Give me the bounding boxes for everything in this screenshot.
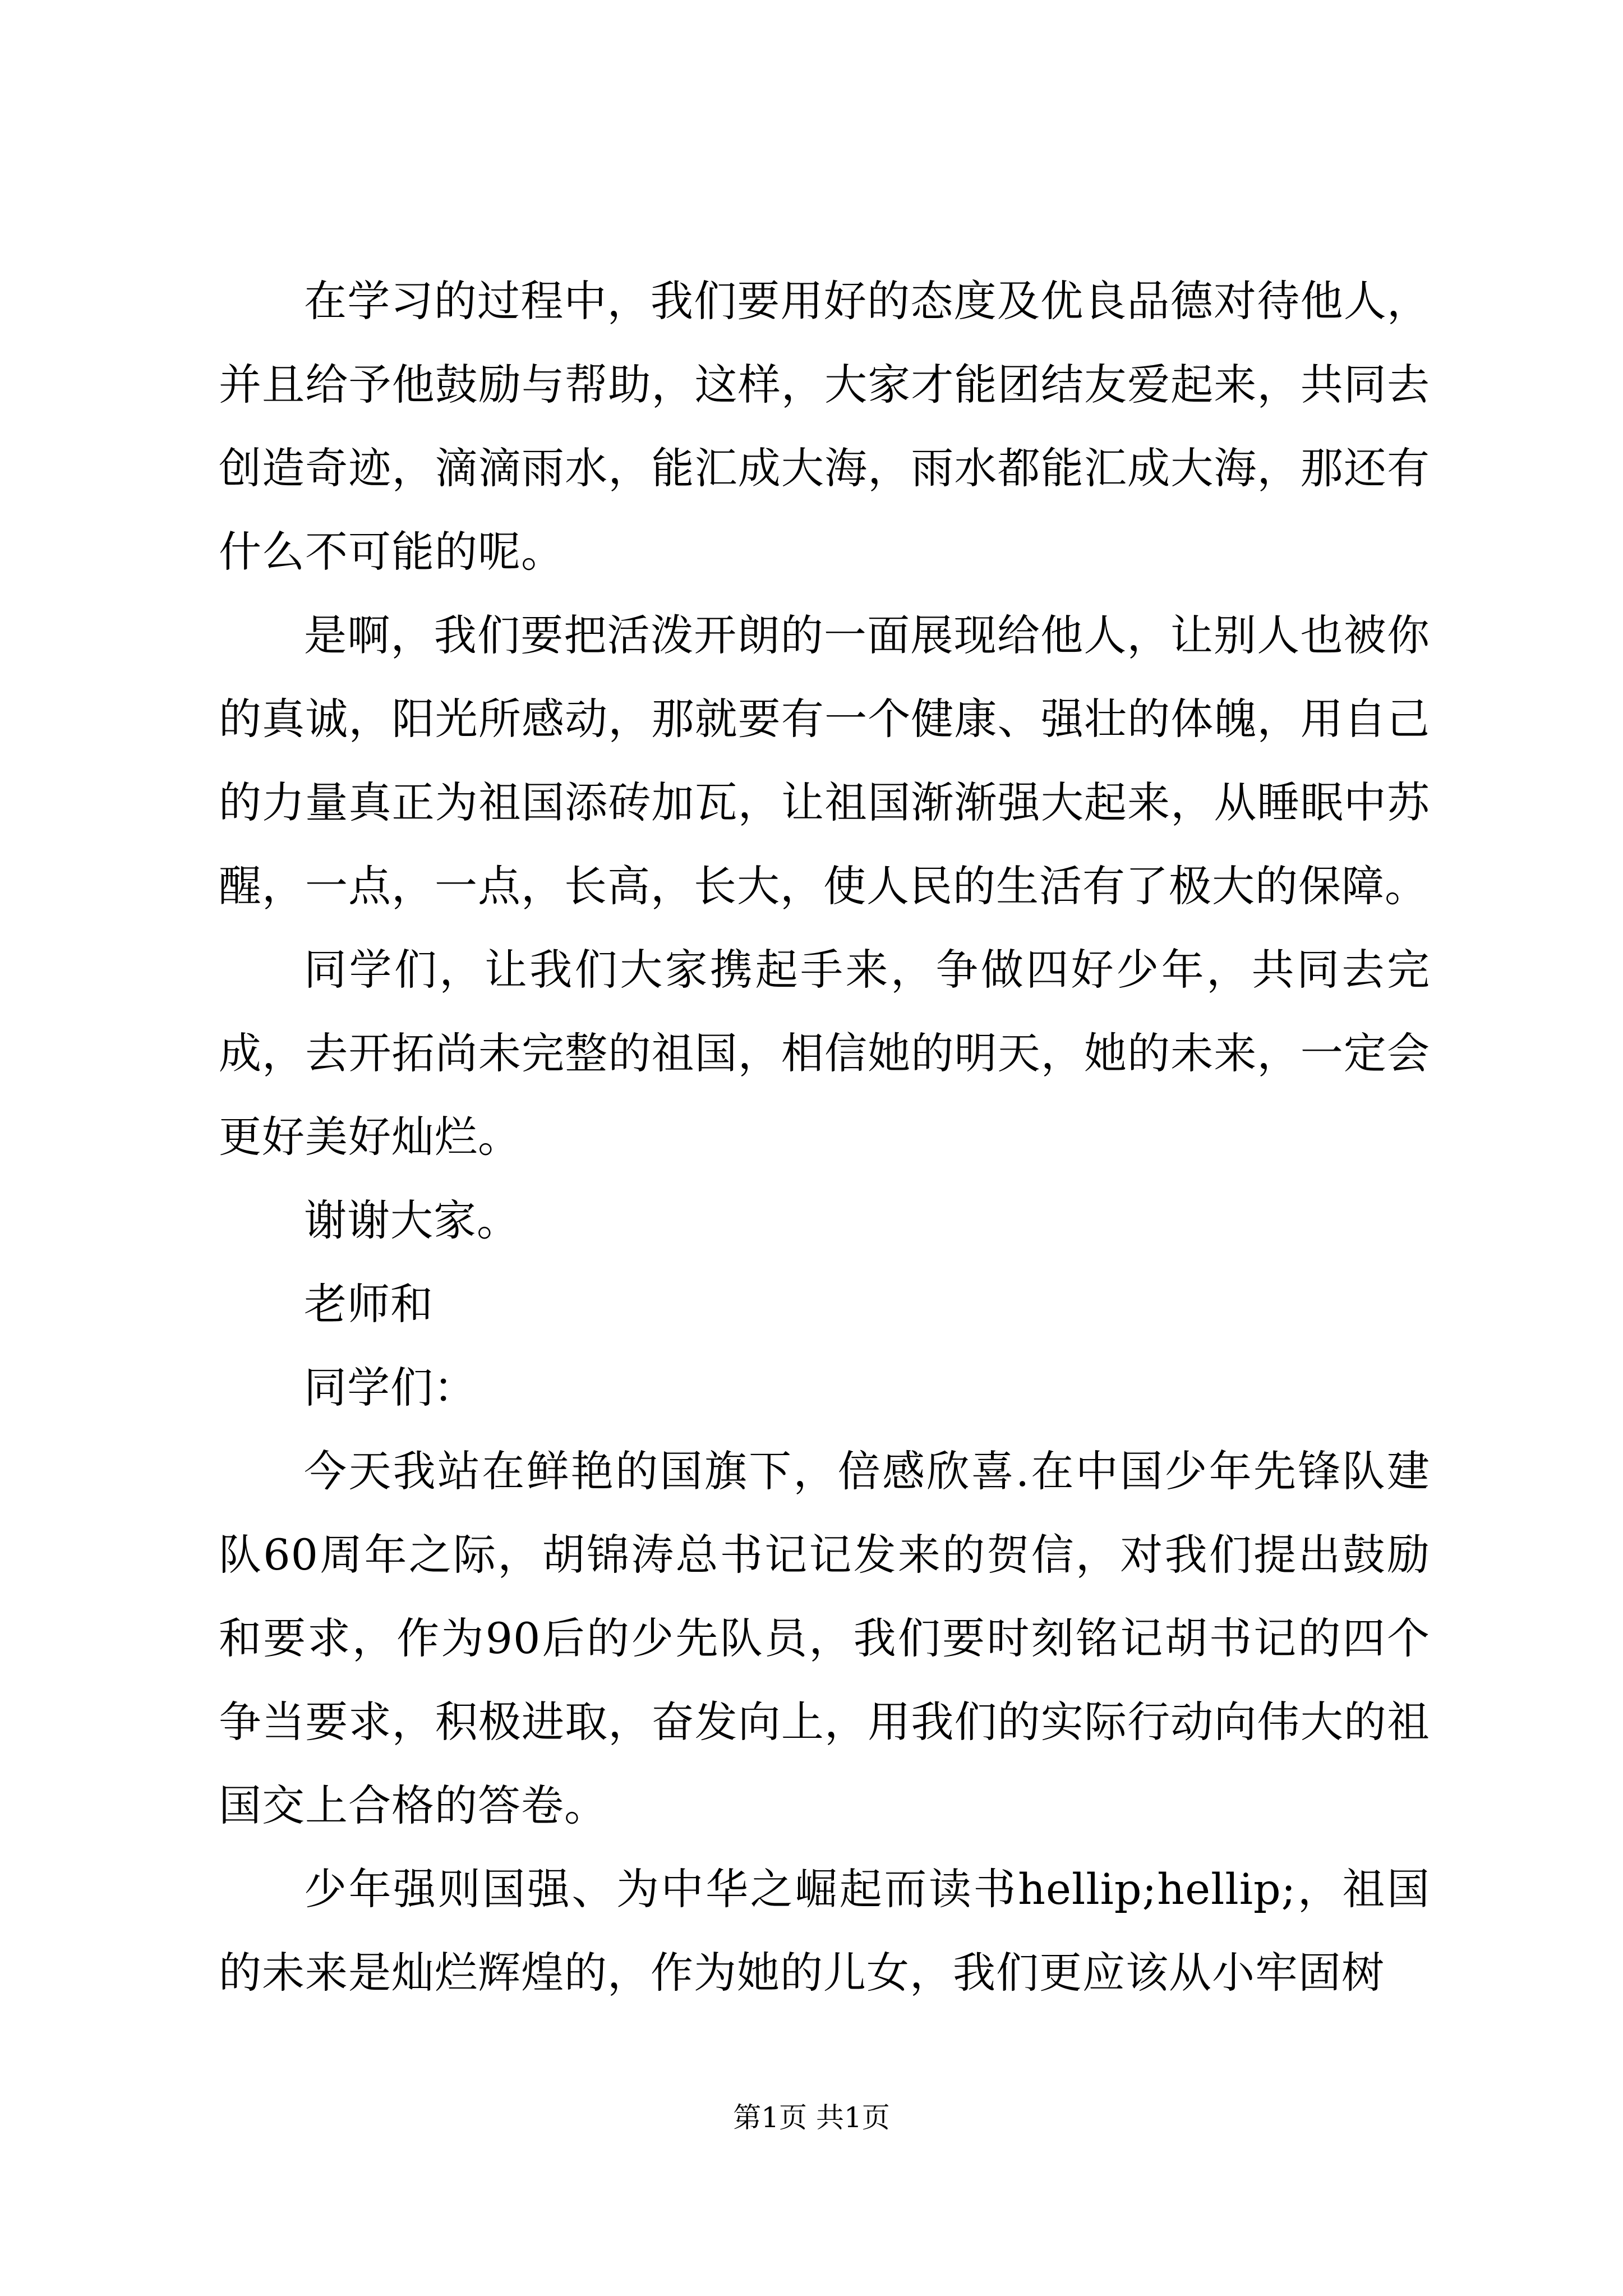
paragraph: 少年强则国强、为中华之崛起而读书hellip;hellip;，祖国的未来是灿烂辉煌的，作为她的儿女，我们更应该从小牢固树 xyxy=(219,1864,1430,1998)
paragraph: 在学习的过程中，我们要用好的态度及优良品德对待他人，并且给予他鼓励与帮助，这样，大家才能团结友爱起来，共同去创造奇迹，滴滴雨水，能汇成大海，雨水都能汇成大海，那还有什么不可能的呢。 xyxy=(219,276,1430,577)
paragraph: 是啊，我们要把活泼开朗的一面展现给他人，让别人也被你的真诚，阳光所感动，那就要有一个健康、强壮的体魄，用自己的力量真正为祖国添砖加瓦，让祖国渐渐强大起来，从睡眠中苏醒，一点，一点，长高，长大，使人民的生活有了极大的保障。 xyxy=(219,610,1430,911)
page-footer xyxy=(0,2098,1623,2137)
document-body xyxy=(219,259,1430,2014)
paragraph: 谢谢大家。 xyxy=(304,1195,520,1245)
paragraph: 今天我站在鲜艳的国旗下，倍感欣喜.在中国少年先锋队建队60周年之际，胡锦涛总书记记发来的贺信，对我们提出鼓励和要求，作为90后的少先队员，我们要时刻铭记胡书记的四个争当要求，积极进取，奋发向上，用我们的实际行动向伟大的祖国交上合格的答卷。 xyxy=(219,1446,1430,1830)
paragraph: 老师和 xyxy=(304,1279,434,1329)
paragraph: 同学们，让我们大家携起手来，争做四好少年，共同去完成，去开拓尚未完整的祖国，相信她的明天，她的未来，一定会更好美好灿烂。 xyxy=(219,945,1430,1162)
page-number-label: 第1页 共1页 xyxy=(733,2101,890,2134)
paragraph: 同学们： xyxy=(304,1363,477,1412)
